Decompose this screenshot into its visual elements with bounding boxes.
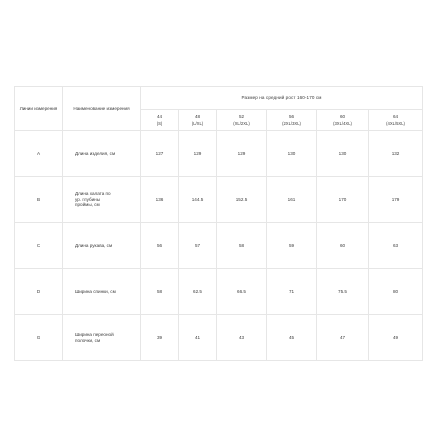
size-tag: (S) [156,120,163,126]
header-measure-name: Наименование измерения [63,87,141,131]
table-cell: 127 [141,131,179,177]
measure-name-cell [63,315,141,361]
measure-line-label: G [15,315,63,361]
measure-line-label: A [15,131,63,177]
measure-name-cell [63,177,141,223]
table-row [15,315,423,361]
table-cell: 170 [317,177,369,223]
size-tag: (L/XL) [191,120,204,126]
table-cell: 49 [369,315,423,361]
measure-name-cell [63,269,141,315]
table-cell: 45 [267,315,317,361]
measure-name: Ширина спинки, см [75,288,116,294]
table-cell: 57 [179,223,217,269]
table-cell: 39 [141,315,179,361]
size-header [369,110,423,131]
measure-name-cell [63,131,141,177]
size-tag: (3XL/4XL) [333,120,352,126]
size-number: 56 [288,114,295,119]
header-height-range: Размер на средний рост 160-170 см [141,87,423,110]
size-header [141,110,179,131]
table-cell: 144.5 [179,177,217,223]
table-cell: 71 [267,269,317,315]
table-cell: 129 [179,131,217,177]
measure-line-label: C [15,223,63,269]
table-cell: 47 [317,315,369,361]
table-row [15,177,423,223]
table-cell: 75.5 [317,269,369,315]
table-cell: 80 [369,269,423,315]
table-cell: 58 [141,269,179,315]
size-header [217,110,267,131]
table-row [15,223,423,269]
table-cell: 63 [369,223,423,269]
measure-line-label: D [15,269,63,315]
table-cell: 161 [267,177,317,223]
header-row-top [15,87,423,110]
size-tag: (XL/2XL) [233,120,250,126]
size-number: 64 [392,114,399,119]
table-cell: 179 [369,177,423,223]
table-row [15,131,423,177]
size-table [14,86,423,361]
table-cell: 59 [267,223,317,269]
header-line: Линии измерения [15,87,63,131]
size-number: 60 [339,114,346,119]
table-cell: 62.5 [179,269,217,315]
measure-line-label: B [15,177,63,223]
size-number: 52 [238,114,245,119]
size-tag: (2XL/3XL) [282,120,301,126]
measure-name: Длина халата по ур. глубины проймы, см [75,190,111,208]
size-number: 48 [194,114,201,119]
measure-name: Длина изделия, см [75,150,116,156]
size-header [317,110,369,131]
size-tag: (4XL/5XL) [386,120,405,126]
measure-name: Ширина переоной полочки, см [75,331,114,343]
table-cell: 129 [217,131,267,177]
table-cell: 41 [179,315,217,361]
size-header [267,110,317,131]
table-cell: 56 [141,223,179,269]
table-row [15,269,423,315]
table-cell: 60 [317,223,369,269]
table-cell: 43 [217,315,267,361]
table-cell: 132 [369,131,423,177]
size-header [179,110,217,131]
table-cell: 130 [267,131,317,177]
size-number: 44 [156,114,163,119]
table-cell: 152.5 [217,177,267,223]
table-cell: 58 [217,223,267,269]
table-cell: 136 [141,177,179,223]
measure-name-cell [63,223,141,269]
measure-name: Длина рукава, см [75,242,113,248]
table-cell: 130 [317,131,369,177]
table-cell: 66.5 [217,269,267,315]
